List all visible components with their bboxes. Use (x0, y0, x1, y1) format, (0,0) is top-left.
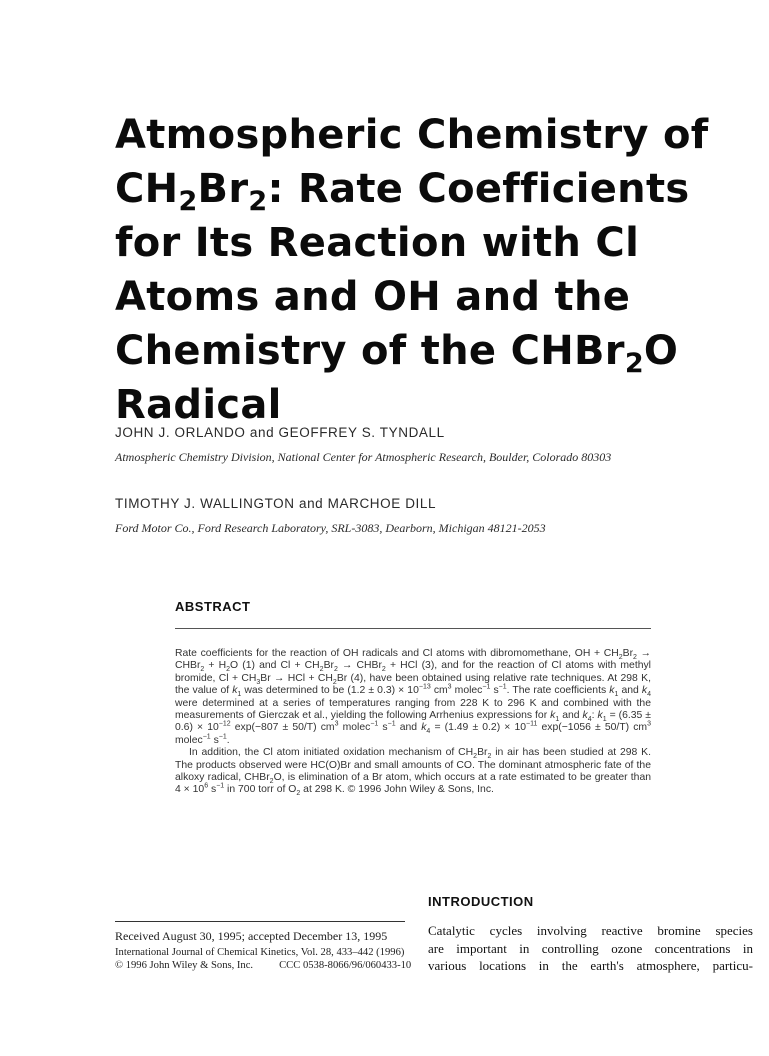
received-dates: Received August 30, 1995; accepted December 13, 1995 (115, 929, 388, 943)
affiliation-1: Atmospheric Chemistry Division, National Center for Atmospheric Research, Boulder, Colorado 80303 (115, 450, 612, 464)
author-names-1: JOHN J. ORLANDO and GEOFFREY S. TYNDALL (115, 425, 445, 440)
title-line-5: Chemistry of the CHBr$_2$O (115, 328, 679, 379)
copyright-line: © 1996 John Wiley & Sons, Inc. CCC 0538-8066/96/060433-10 (115, 960, 412, 971)
introduction-line: Catalytic cycles involving reactive bromine species (428, 923, 753, 938)
journal-citation: International Journal of Chemical Kinetics, Vol. 28, 433–442 (1996) (115, 947, 405, 958)
abstract-paragraph-1: Rate coefficients for the reaction of OH radicals and Cl atoms with dibromomethane, OH + $CH_2Br_2$ → CHBr$_2$ + $H_2O$ (1) and $Cl + CH_2Br_2$ → CHBr$_2$ + HCl (3), and for the reaction of Cl atoms with methyl bromide, $Cl + CH_3Br$ → HCl + $CH_2Br$ (4), have been obtained using relative rate techniques. At 298 K, the value of $k_1$ was determined to be $(1.2 \pm 0.3) \times 10^{-13}$ $cm^3$ molec$^{-1}$ $s^{-1}$. The rate coefficients $k_1$ and $k_4$ were determined at a series of temperatures ranging from 228 K to 296 K and combined with the measurements of Gierczak et al., yielding the following Arrhenius expressions for $k_1$ and $k_4$: $k_1 = (6.35 \pm 0.6) \times 10^{-12}$ exp(−807 ± 50/T) $cm^3$ molec$^{-1}$ $s^{-1}$ and $k_4 = (1.49 \pm 0.2) \times 10^{-11}$ exp(−1056 ± 50/T) $cm^3$ molec$^{-1}$ $s^{-1}$. (175, 648, 651, 746)
affiliation-2: Ford Motor Co., Ford Research Laboratory, SRL-3083, Dearborn, Michigan 48121-2053 (115, 521, 546, 535)
title-line-6: Radical (115, 382, 282, 428)
abstract-paragraph-2: In addition, the Cl atom initiated oxidation mechanism of $CH_2Br_2$ in air has been studied at 298 K. The products observed were HC(O)Br and small amounts of CO. The dominant atmospheric fate of the alkoxy radical, CHBr$_2$O, is elimination of a Br atom, which occurs at a rate estimated to be greater than $4 \times 10^6$ $s^{-1}$ in 700 torr of $O_2$ at 298 K. © 1996 John Wiley & Sons, Inc. (175, 747, 652, 798)
title-line-4: Atoms and OH and the (115, 274, 631, 320)
author-names-2: TIMOTHY J. WALLINGTON and MARCHOE DILL (115, 496, 437, 511)
ccc-code: CCC 0538-8066/96/060433-10 (279, 960, 412, 971)
footnote (115, 929, 412, 972)
title-line-3: for Its Reaction with Cl (115, 220, 640, 266)
introduction-text (428, 922, 753, 975)
title-line-1: Atmospheric Chemistry of (115, 112, 709, 158)
introduction-line: various locations in the earth's atmosphere, particu- (428, 958, 753, 973)
article-title (115, 108, 715, 432)
footnote-rule (115, 921, 405, 922)
abstract-rule (175, 628, 651, 629)
introduction-line: are important in controlling ozone concentrations in (428, 940, 753, 956)
introduction-heading: INTRODUCTION (428, 894, 534, 909)
title-line-2: $CH_2Br_2$: Rate Coefficients (115, 166, 690, 217)
abstract-text (175, 648, 651, 797)
abstract-heading: ABSTRACT (175, 599, 251, 614)
